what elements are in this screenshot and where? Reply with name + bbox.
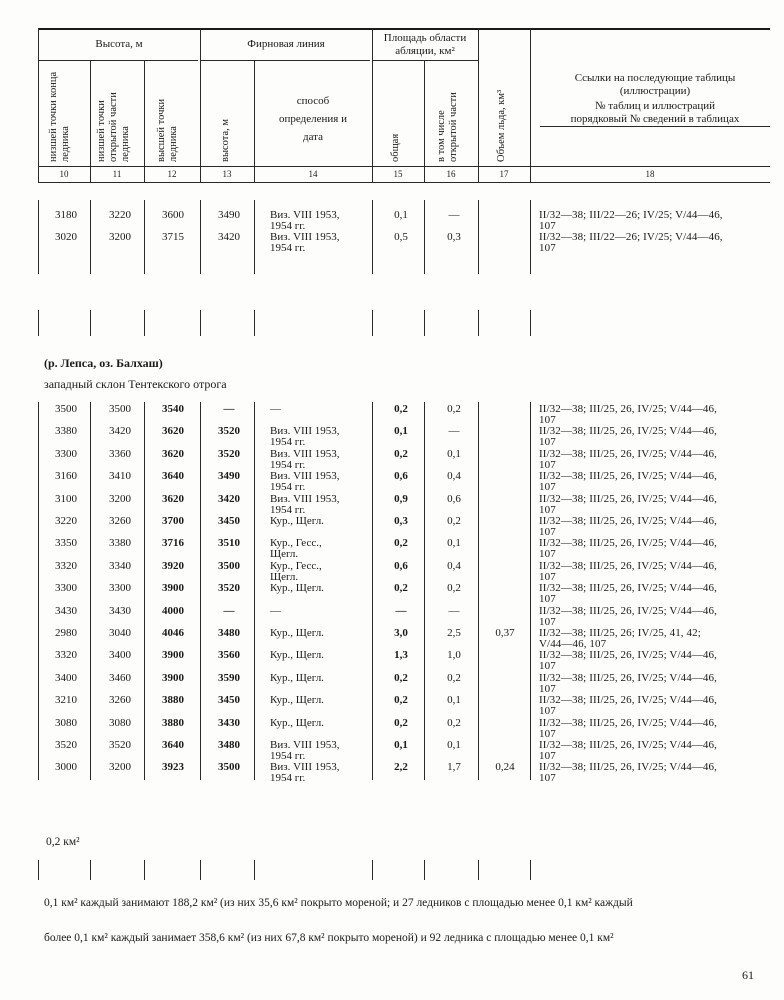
cell-c15: 0,5 bbox=[394, 231, 408, 243]
cell-c15: 0,1 bbox=[394, 739, 408, 751]
cell-c14: Виз. VIII 1953, 1954 гг. bbox=[270, 209, 340, 232]
column-tick bbox=[200, 310, 201, 336]
cell-c13: 3520 bbox=[218, 447, 240, 460]
cell-c16: 1,0 bbox=[447, 649, 461, 662]
column-tick bbox=[38, 402, 39, 780]
cell-c11: 3520 bbox=[109, 739, 131, 751]
cell-c18: II/32—38; III/25, 26, IV/25; V/44—46, 107 bbox=[539, 761, 717, 785]
header-rule bbox=[200, 60, 370, 61]
cell-c16: 0,2 bbox=[447, 515, 461, 527]
cell-c16: 0,6 bbox=[447, 492, 461, 505]
cell-c14: Виз. VIII 1953, 1954 гг. bbox=[270, 761, 340, 785]
column-tick bbox=[372, 310, 373, 336]
cell-c11: 3040 bbox=[109, 627, 131, 639]
column-divider bbox=[254, 60, 255, 182]
cell-c10: 3500 bbox=[55, 403, 77, 415]
cell-c11: 3420 bbox=[109, 425, 131, 438]
column-tick bbox=[254, 402, 255, 780]
cell-c12: 3700 bbox=[162, 515, 184, 527]
column-tick bbox=[478, 200, 479, 274]
cell-c18: II/32—38; III/25, 26, IV/25; V/44—46, 107 bbox=[539, 694, 717, 718]
cell-c11: 3080 bbox=[109, 716, 131, 729]
cell-c11: 3260 bbox=[109, 694, 131, 707]
cell-c18: II/32—38; III/25, 26, IV/25; V/44—46, 107 bbox=[539, 559, 717, 583]
cell-c15: 1,3 bbox=[394, 649, 408, 662]
cell-c10: 3300 bbox=[55, 447, 77, 460]
cell-c11: 3400 bbox=[109, 649, 131, 662]
cell-c10: 3300 bbox=[55, 582, 77, 595]
cell-c14: Кур., Гесс., Щегл. bbox=[270, 559, 322, 583]
page-number: 61 bbox=[742, 968, 754, 982]
cell-c12: 3900 bbox=[162, 671, 184, 684]
cell-c12: 3880 bbox=[162, 694, 184, 707]
cell-c13: 3560 bbox=[218, 649, 240, 662]
cell-c13: 3520 bbox=[218, 582, 240, 595]
header-low-end: низшей точки конца ледника bbox=[48, 71, 71, 162]
cell-c16: 0,3 bbox=[447, 231, 461, 243]
header-rule bbox=[372, 60, 478, 61]
cell-c12: 4046 bbox=[162, 627, 184, 639]
header-bottom-rule bbox=[38, 182, 770, 183]
cell-c15: 0,2 bbox=[394, 694, 408, 707]
cell-c14: — bbox=[270, 403, 281, 415]
cell-c12: 3640 bbox=[162, 739, 184, 751]
header-refs-sub2: порядковый № сведений в таблицах bbox=[570, 113, 740, 125]
cell-c15: 0,6 bbox=[394, 559, 408, 572]
cell-c18: II/32—38; III/25, 26, IV/25; V/44—46, 107 bbox=[539, 582, 717, 606]
cell-c16: 0,1 bbox=[447, 739, 461, 751]
cell-c15: 0,1 bbox=[394, 209, 408, 221]
column-tick bbox=[90, 200, 91, 274]
cell-c11: 3200 bbox=[109, 761, 131, 774]
header-abl-open: в том числе открытой части bbox=[436, 92, 459, 162]
header-refs-title: Ссылки на последующие таблицы (иллюстрации) bbox=[574, 72, 736, 97]
cell-c14: Виз. VIII 1953, 1954 гг. bbox=[270, 470, 340, 494]
cell-c11: 3380 bbox=[109, 537, 131, 550]
cell-c12: 4000 bbox=[162, 604, 184, 617]
cell-c14: Кур., Щегл. bbox=[270, 716, 324, 729]
footnote-area: 0,2 км² bbox=[46, 836, 80, 848]
cell-c11: 3300 bbox=[109, 582, 131, 595]
header-ablation-group: Площадь области абляции, км² bbox=[383, 32, 467, 57]
cell-c10: 3320 bbox=[55, 559, 77, 572]
cell-c10: 3350 bbox=[55, 537, 77, 550]
cell-c14: Виз. VIII 1953, 1954 гг. bbox=[270, 739, 340, 762]
cell-c10: 3020 bbox=[55, 231, 77, 243]
cell-c13: 3420 bbox=[218, 492, 240, 505]
column-tick bbox=[90, 860, 91, 880]
cell-c18: II/32—38; III/25, 26, IV/25; V/44—46, 107 bbox=[539, 604, 717, 628]
cell-c18: II/32—38; III/25, 26, IV/25; V/44—46, 107 bbox=[539, 671, 717, 695]
cell-c14: Кур., Гесс., Щегл. bbox=[270, 537, 322, 561]
cell-c18: II/32—38; III/22—26; IV/25; V/44—46, 107 bbox=[539, 209, 723, 232]
cell-c16: 0,2 bbox=[447, 582, 461, 595]
cell-c14: Кур., Щегл. bbox=[270, 671, 324, 684]
header-rule bbox=[38, 166, 770, 167]
header-firn-height: высота, м bbox=[220, 118, 231, 162]
column-tick bbox=[530, 200, 531, 274]
cell-c13: — bbox=[223, 403, 235, 415]
column-number: 10 bbox=[59, 169, 69, 179]
column-tick bbox=[424, 310, 425, 336]
cell-c13: 3510 bbox=[218, 537, 240, 550]
cell-c12: 3900 bbox=[162, 649, 184, 662]
column-tick bbox=[372, 860, 373, 880]
column-tick bbox=[90, 310, 91, 336]
cell-c11: 3220 bbox=[109, 209, 131, 221]
cell-c15: 0,3 bbox=[394, 515, 408, 527]
column-tick bbox=[144, 402, 145, 780]
header-firn-method: способ определения и дата bbox=[279, 95, 347, 143]
cell-c15: 0,2 bbox=[394, 582, 408, 595]
column-tick bbox=[38, 860, 39, 880]
cell-c13: — bbox=[223, 604, 235, 617]
column-divider bbox=[38, 28, 39, 182]
cell-c10: 3080 bbox=[55, 716, 77, 729]
cell-c13: 3490 bbox=[218, 470, 240, 483]
cell-c10: 3430 bbox=[55, 604, 77, 617]
note-line-1: 0,1 км² каждый занимают 188,2 км² (из них 35,6 км² покрыто мореной; и 27 ледников с площадью менее 0,1 км² каждый bbox=[44, 897, 633, 909]
table-top-rule bbox=[38, 28, 770, 30]
cell-c12: 3620 bbox=[162, 492, 184, 505]
cell-c15: 0,6 bbox=[394, 470, 408, 483]
section-2-subtitle: западный склон Тентекского отрога bbox=[44, 377, 227, 391]
cell-c12: 3880 bbox=[162, 716, 184, 729]
cell-c11: 3260 bbox=[109, 515, 131, 527]
cell-c13: 3480 bbox=[218, 739, 240, 751]
cell-c18: II/32—38; III/25, 26, IV/25; V/44—46, 107 bbox=[539, 716, 717, 740]
column-tick bbox=[38, 310, 39, 336]
column-divider bbox=[530, 28, 531, 182]
column-divider bbox=[90, 60, 91, 182]
cell-c17: 0,24 bbox=[495, 761, 515, 774]
header-high: высшей точки ледника bbox=[156, 98, 179, 162]
cell-c18: II/32—38; III/25, 26, IV/25; V/44—46, 107 bbox=[539, 739, 717, 762]
cell-c10: 3180 bbox=[55, 209, 77, 221]
cell-c15: 3,0 bbox=[394, 627, 408, 639]
cell-c11: 3200 bbox=[109, 492, 131, 505]
cell-c10: 3000 bbox=[55, 761, 77, 774]
column-tick bbox=[478, 402, 479, 780]
cell-c14: Кур., Щегл. bbox=[270, 582, 324, 595]
column-number: 16 bbox=[446, 169, 456, 179]
column-tick bbox=[254, 860, 255, 880]
column-tick bbox=[254, 200, 255, 274]
note-line-2: более 0,1 км² каждый занимает 358,6 км² (из них 67,8 км² покрыто мореной) и 92 ледника с площадью менее 0,1 км² bbox=[44, 932, 614, 944]
cell-c16: — bbox=[448, 604, 460, 617]
cell-c16: 0,2 bbox=[447, 403, 461, 415]
cell-c13: 3490 bbox=[218, 209, 240, 221]
cell-c18: II/32—38; III/25, 26, IV/25; V/44—46, 107 bbox=[539, 537, 717, 561]
cell-c12: 3620 bbox=[162, 425, 184, 438]
cell-c16: — bbox=[448, 425, 460, 438]
cell-c15: — bbox=[395, 604, 407, 617]
cell-c10: 3220 bbox=[55, 515, 77, 527]
cell-c14: Кур., Щегл. bbox=[270, 515, 324, 527]
cell-c16: 0,4 bbox=[447, 470, 461, 483]
cell-c16: 1,7 bbox=[447, 761, 461, 774]
cell-c11: 3360 bbox=[109, 447, 131, 460]
cell-c12: 3923 bbox=[162, 761, 184, 774]
cell-c15: 0,2 bbox=[394, 447, 408, 460]
cell-c18: II/32—38; III/25, 26; IV/25, 41, 42; V/44—46, 107 bbox=[539, 627, 701, 650]
cell-c15: 0,2 bbox=[394, 671, 408, 684]
cell-c10: 3100 bbox=[55, 492, 77, 505]
cell-c13: 3480 bbox=[218, 627, 240, 639]
column-divider bbox=[478, 28, 479, 182]
column-tick bbox=[144, 860, 145, 880]
column-tick bbox=[530, 310, 531, 336]
cell-c12: 3540 bbox=[162, 403, 184, 415]
cell-c12: 3920 bbox=[162, 559, 184, 572]
column-tick bbox=[530, 860, 531, 880]
cell-c18: II/32—38; III/22—26; IV/25; V/44—46, 107 bbox=[539, 231, 723, 254]
cell-c12: 3620 bbox=[162, 447, 184, 460]
cell-c16: 0,2 bbox=[447, 671, 461, 684]
cell-c13: 3590 bbox=[218, 671, 240, 684]
cell-c16: 0,4 bbox=[447, 559, 461, 572]
cell-c12: 3900 bbox=[162, 582, 184, 595]
column-divider bbox=[372, 28, 373, 182]
cell-c14: Виз. VIII 1953, 1954 гг. bbox=[270, 231, 340, 254]
cell-c11: 3340 bbox=[109, 559, 131, 572]
column-number: 17 bbox=[499, 169, 509, 179]
cell-c15: 0,2 bbox=[394, 403, 408, 415]
cell-c13: 3500 bbox=[218, 559, 240, 572]
column-number: 14 bbox=[308, 169, 318, 179]
cell-c10: 3160 bbox=[55, 470, 77, 483]
cell-c15: 0,1 bbox=[394, 425, 408, 438]
cell-c18: II/32—38; III/25, 26, IV/25; V/44—46, 107 bbox=[539, 515, 717, 538]
cell-c13: 3450 bbox=[218, 694, 240, 707]
cell-c10: 3320 bbox=[55, 649, 77, 662]
header-low-open: низшей точки открытой части ледника bbox=[96, 92, 131, 162]
cell-c11: 3410 bbox=[109, 470, 131, 483]
cell-c13: 3450 bbox=[218, 515, 240, 527]
cell-c10: 3380 bbox=[55, 425, 77, 438]
column-tick bbox=[372, 200, 373, 274]
cell-c17: 0,37 bbox=[495, 627, 515, 639]
header-rule bbox=[38, 60, 198, 61]
cell-c14: Кур., Щегл. bbox=[270, 627, 324, 639]
column-tick bbox=[424, 402, 425, 780]
column-tick bbox=[478, 860, 479, 880]
cell-c11: 3460 bbox=[109, 671, 131, 684]
cell-c12: 3716 bbox=[162, 537, 184, 550]
cell-c12: 3600 bbox=[162, 209, 184, 221]
column-number: 12 bbox=[167, 169, 177, 179]
column-number: 11 bbox=[112, 169, 122, 179]
cell-c10: 2980 bbox=[55, 627, 77, 639]
column-number: 13 bbox=[222, 169, 232, 179]
column-tick bbox=[530, 402, 531, 780]
column-number: 15 bbox=[393, 169, 403, 179]
cell-c13: 3520 bbox=[218, 425, 240, 438]
header-ice-volume: Объем льда, км³ bbox=[496, 89, 507, 162]
cell-c14: — bbox=[270, 604, 281, 617]
cell-c10: 3520 bbox=[55, 739, 77, 751]
column-tick bbox=[424, 860, 425, 880]
cell-c15: 0,9 bbox=[394, 492, 408, 505]
cell-c16: 0,1 bbox=[447, 694, 461, 707]
cell-c14: Кур., Щегл. bbox=[270, 649, 324, 662]
column-divider bbox=[144, 60, 145, 182]
cell-c18: II/32—38; III/25, 26, IV/25; V/44—46, 107 bbox=[539, 492, 717, 516]
cell-c16: 0,2 bbox=[447, 716, 461, 729]
header-firn-group: Фирновая линия bbox=[247, 38, 325, 50]
cell-c18: II/32—38; III/25, 26, IV/25; V/44—46, 107 bbox=[539, 425, 717, 449]
cell-c10: 3210 bbox=[55, 694, 77, 707]
header-abl-total: общая bbox=[390, 133, 401, 162]
cell-c14: Виз. VIII 1953, 1954 гг. bbox=[270, 447, 340, 471]
cell-c13: 3420 bbox=[218, 231, 240, 243]
cell-c16: 0,1 bbox=[447, 447, 461, 460]
cell-c18: II/32—38; III/25, 26, IV/25; V/44—46, 107 bbox=[539, 403, 717, 426]
cell-c18: II/32—38; III/25, 26, IV/25; V/44—46, 107 bbox=[539, 649, 717, 673]
cell-c18: II/32—38; III/25, 26, IV/25; V/44—46, 107 bbox=[539, 470, 717, 494]
column-tick bbox=[144, 310, 145, 336]
cell-c14: Кур., Щегл. bbox=[270, 694, 324, 707]
header-refs-sub1: № таблиц и иллюстраций bbox=[595, 100, 715, 112]
column-tick bbox=[372, 402, 373, 780]
cell-c12: 3715 bbox=[162, 231, 184, 243]
cell-c11: 3200 bbox=[109, 231, 131, 243]
cell-c14: Виз. VIII 1953, 1954 гг. bbox=[270, 425, 340, 449]
column-number: 18 bbox=[645, 169, 655, 179]
cell-c13: 3500 bbox=[218, 761, 240, 774]
column-divider bbox=[200, 28, 201, 182]
column-tick bbox=[200, 402, 201, 780]
section-2-title: (р. Лепса, оз. Балхаш) bbox=[44, 356, 163, 370]
cell-c16: 0,1 bbox=[447, 537, 461, 550]
column-divider bbox=[424, 60, 425, 182]
cell-c12: 3640 bbox=[162, 470, 184, 483]
cell-c11: 3430 bbox=[109, 604, 131, 617]
column-tick bbox=[424, 200, 425, 274]
cell-c18: II/32—38; III/25, 26, IV/25; V/44—46, 107 bbox=[539, 447, 717, 471]
cell-c16: 2,5 bbox=[447, 627, 461, 639]
cell-c13: 3430 bbox=[218, 716, 240, 729]
column-tick bbox=[478, 310, 479, 336]
column-tick bbox=[254, 310, 255, 336]
column-tick bbox=[90, 402, 91, 780]
cell-c15: 0,2 bbox=[394, 716, 408, 729]
cell-c14: Виз. VIII 1953, 1954 гг. bbox=[270, 492, 340, 516]
column-tick bbox=[38, 200, 39, 274]
cell-c10: 3400 bbox=[55, 671, 77, 684]
cell-c15: 2,2 bbox=[394, 761, 408, 774]
column-tick bbox=[200, 200, 201, 274]
column-tick bbox=[200, 860, 201, 880]
column-tick bbox=[144, 200, 145, 274]
cell-c11: 3500 bbox=[109, 403, 131, 415]
header-rule bbox=[540, 126, 770, 127]
header-height-group: Высота, м bbox=[95, 38, 143, 50]
cell-c16: — bbox=[448, 209, 460, 221]
cell-c15: 0,2 bbox=[394, 537, 408, 550]
